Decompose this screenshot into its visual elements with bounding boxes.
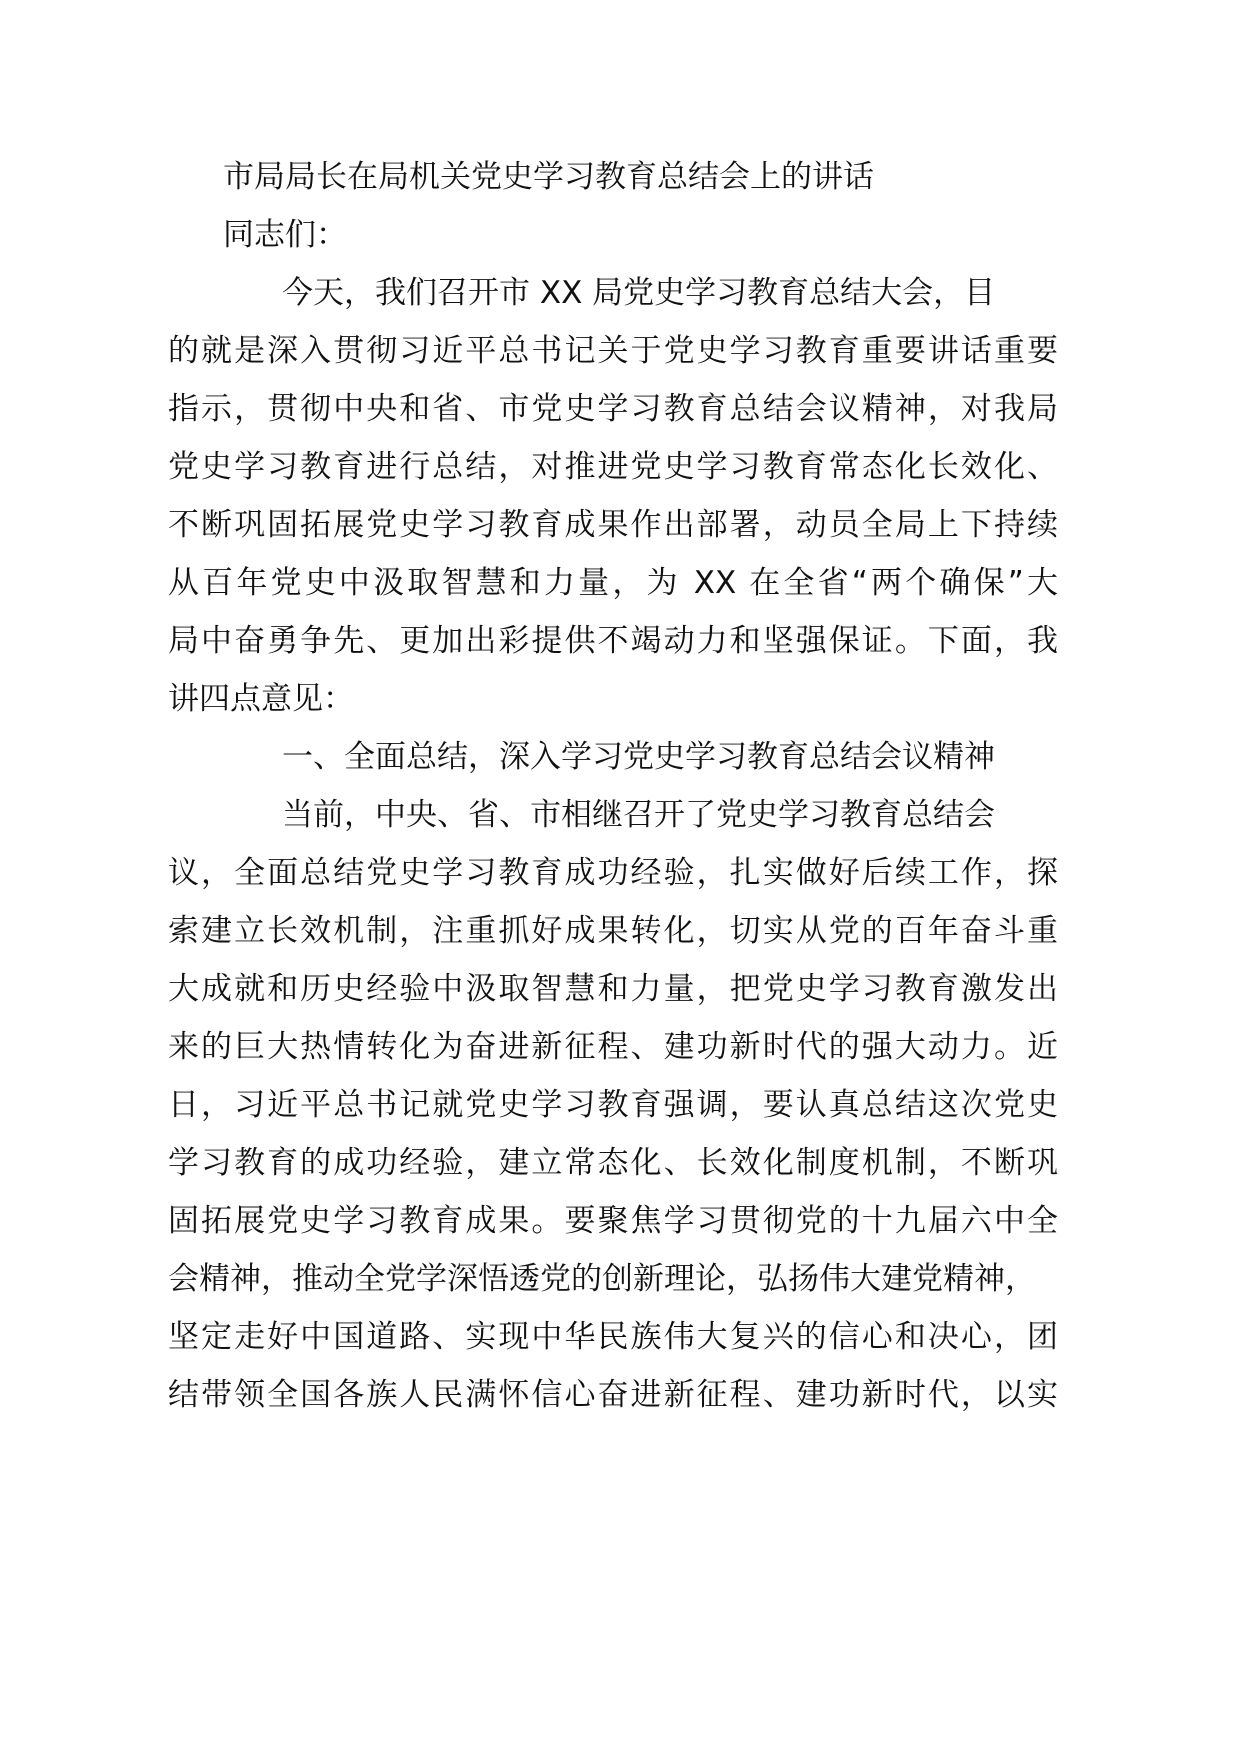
paragraph-line: 党史学习教育进行总结，对推进党史学习教育常态化长效化、 (168, 449, 1058, 485)
paragraph-line: 来的巨大热情转化为奋进新征程、建功新时代的强大动力。近 (168, 1029, 1058, 1065)
paragraph-line: 学习教育的成功经验，建立常态化、长效化制度机制，不断巩 (168, 1145, 1058, 1181)
paragraph-line: 讲四点意见： (168, 681, 354, 717)
paragraph-line: 大成就和历史经验中汲取智慧和力量，把党史学习教育激发出 (168, 971, 1058, 1007)
paragraph-line: 结带领全国各族人民满怀信心奋进新征程、建功新时代，以实 (168, 1377, 1058, 1413)
paragraph-line: 固拓展党史学习教育成果。要聚焦学习贯彻党的十九届六中全 (168, 1203, 1058, 1239)
section-heading: 一、全面总结，深入学习党史学习教育总结会议精神 (282, 739, 995, 775)
paragraph-line: 不断巩固拓展党史学习教育成果作出部署，动员全局上下持续 (168, 507, 1058, 543)
paragraph-line: 当前，中央、省、市相继召开了党史学习教育总结会 (282, 797, 995, 833)
paragraph-line: 从百年党史中汲取智慧和力量，为 XX 在全省“两个确保”大 (168, 565, 1058, 601)
paragraph-line: 议，全面总结党史学习教育成功经验，扎实做好后续工作，探 (168, 855, 1058, 891)
paragraph-line: 今天，我们召开市 XX 局党史学习教育总结大会，目 (282, 275, 996, 311)
paragraph-line: 会精神，推动全党学深悟透党的创新理论，弘扬伟大建党精神， (168, 1261, 1036, 1297)
salutation: 同志们： (223, 217, 347, 253)
paragraph-line: 索建立长效机制，注重抓好成果转化，切实从党的百年奋斗重 (168, 913, 1058, 949)
paragraph-line: 坚定走好中国道路、实现中华民族伟大复兴的信心和决心，团 (168, 1319, 1058, 1355)
paragraph-line: 的就是深入贯彻习近平总书记关于党史学习教育重要讲话重要 (168, 333, 1058, 369)
document-title: 市局局长在局机关党史学习教育总结会上的讲话 (223, 159, 874, 195)
paragraph-line: 局中奋勇争先、更加出彩提供不竭动力和坚强保证。下面，我 (168, 623, 1058, 659)
paragraph-line: 日，习近平总书记就党史学习教育强调，要认真总结这次党史 (168, 1087, 1058, 1123)
paragraph-line: 指示，贯彻中央和省、市党史学习教育总结会议精神，对我局 (168, 391, 1058, 427)
